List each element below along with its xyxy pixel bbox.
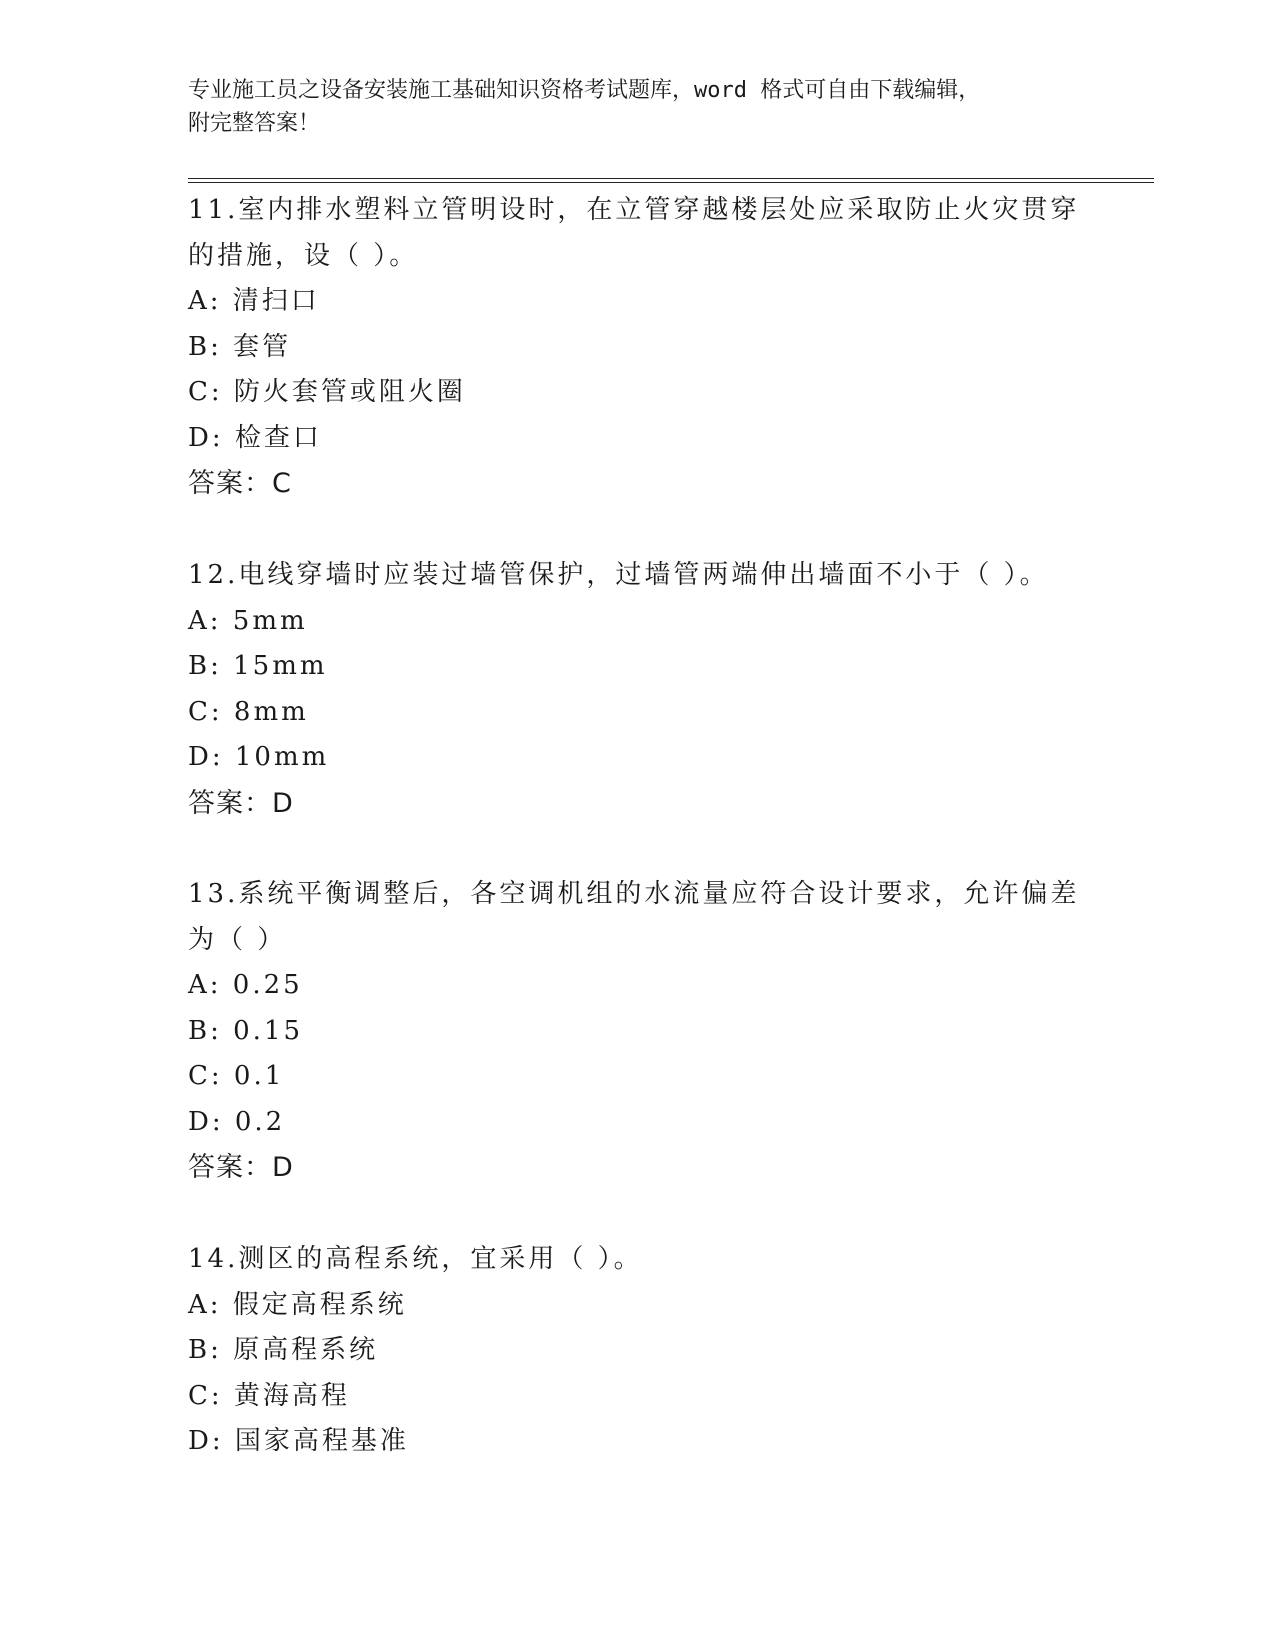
question-stem-line: 11.室内排水塑料立管明设时，在立管穿越楼层处应采取防止火灾贯穿 <box>188 195 1080 225</box>
question-stem-line: 14.测区的高程系统，宜采用（ ）。 <box>188 1244 643 1274</box>
answer-text: 答案：D <box>188 787 294 819</box>
option-d: D: 检查口 <box>188 422 322 453</box>
question-stem-line: 的措施，设（ ）。 <box>188 240 419 271</box>
option-a: A: 0.25 <box>188 970 303 1000</box>
option-a: A: 清扫口 <box>188 286 320 316</box>
header-line-1: 专业施工员之设备安装施工基础知识资格考试题库，word 格式可自由下载编辑， <box>188 78 981 103</box>
option-b: B: 15mm <box>188 651 328 681</box>
answer-text: 答案：C <box>188 468 292 499</box>
question-stem-line: 为（ ） <box>188 924 287 955</box>
header-divider <box>188 178 1154 183</box>
option-d: D: 国家高程基准 <box>188 1426 409 1456</box>
header-line-2: 附完整答案！ <box>188 111 321 136</box>
option-b: B: 原高程系统 <box>188 1335 379 1365</box>
option-d: D: 0.2 <box>188 1106 286 1137</box>
question-14 <box>188 1237 1088 1465</box>
option-c: C: 防火套管或阻火圈 <box>188 377 466 407</box>
option-c: C: 8mm <box>188 696 309 727</box>
option-b: B: 套管 <box>188 331 292 362</box>
option-a: A: 假定高程系统 <box>188 1289 407 1320</box>
option-d: D: 10mm <box>188 742 330 772</box>
answer-text: 答案：D <box>188 1152 294 1183</box>
option-c: C: 0.1 <box>188 1061 285 1091</box>
document-header <box>188 74 1068 140</box>
option-c: C: 黄海高程 <box>188 1380 350 1411</box>
question-13 <box>188 872 1088 1191</box>
question-stem-line: 12.电线穿墙时应装过墙管保护，过墙管两端伸出墙面不小于（ ）。 <box>188 560 1049 590</box>
question-12 <box>188 553 1088 826</box>
question-11 <box>188 188 1088 507</box>
option-a: A: 5mm <box>188 605 308 636</box>
option-b: B: 0.15 <box>188 1015 304 1046</box>
question-stem-line: 13.系统平衡调整后，各空调机组的水流量应符合设计要求，允许偏差 <box>188 879 1080 909</box>
